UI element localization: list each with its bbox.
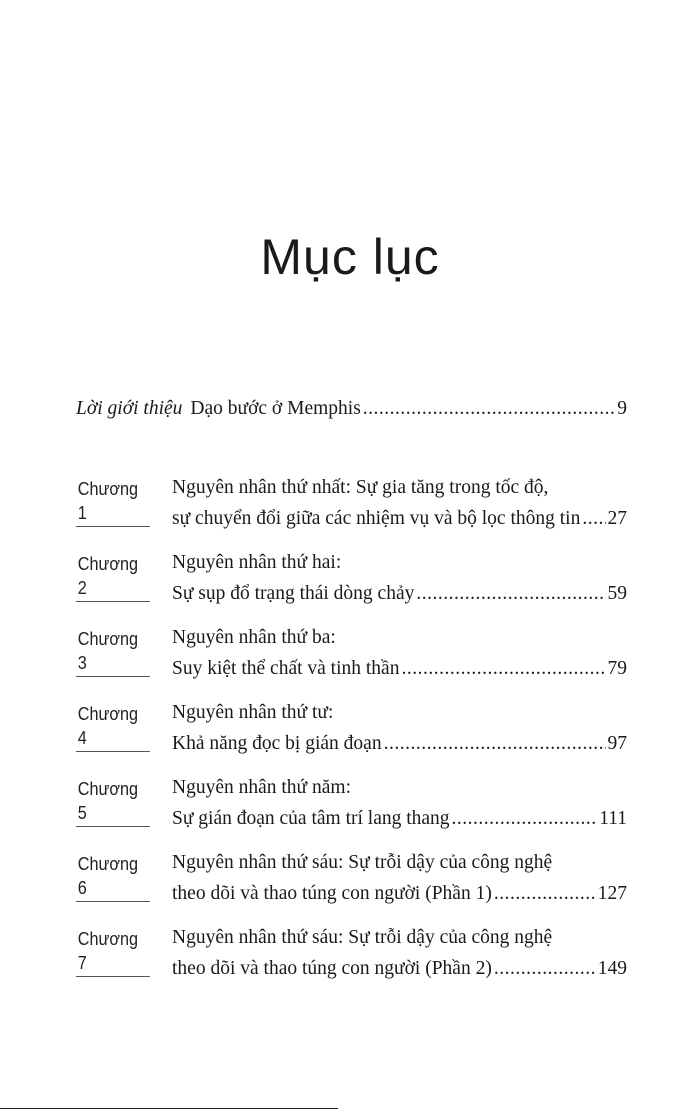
toc-entry-intro[interactable]	[76, 396, 627, 422]
toc-entry-chapter-1[interactable]	[172, 506, 627, 532]
chapter-7-title-line1[interactable]: Nguyên nhân thứ sáu: Sự trỗi dậy của công nghệ	[172, 927, 553, 948]
dot-leader	[494, 956, 596, 982]
page-number: 149	[597, 958, 627, 979]
chapter-label-4: Chương 4	[76, 702, 150, 752]
intro-text-wrap	[76, 396, 361, 422]
page-number: 111	[599, 808, 627, 829]
page-title: Mục lục	[260, 229, 440, 285]
chapter-3-title-line1[interactable]: Nguyên nhân thứ ba:	[172, 627, 336, 648]
dot-leader	[582, 506, 605, 532]
toc-entry-chapter-5[interactable]	[172, 806, 627, 832]
toc-entry-chapter-4[interactable]	[172, 731, 627, 757]
toc-entry-chapter-3[interactable]	[172, 656, 627, 682]
chapter-4-title-line2: Khả năng đọc bị gián đoạn	[172, 733, 382, 754]
chapter-5-title-line2: Sự gián đoạn của tâm trí lang thang	[172, 808, 450, 829]
dot-leader	[384, 731, 606, 757]
footer-rule	[0, 1108, 338, 1109]
page-number: 79	[607, 658, 627, 679]
page-number: 127	[597, 883, 627, 904]
chapter-label-1: Chương 1	[76, 477, 150, 527]
chapter-6-title-line2: theo dõi và thao túng con người (Phần 1)	[172, 883, 492, 904]
dot-leader	[401, 656, 605, 682]
dot-leader	[363, 396, 615, 422]
toc-entry-chapter-7[interactable]	[172, 956, 627, 982]
chapter-label-6: Chương 6	[76, 852, 150, 902]
chapter-1-title-line2: sự chuyển đổi giữa các nhiệm vụ và bộ lọc thông tin	[172, 508, 581, 529]
page-number: 9	[617, 398, 627, 419]
toc-entry-chapter-2[interactable]	[172, 581, 627, 607]
chapter-2-title-line2: Sự sụp đổ trạng thái dòng chảy	[172, 583, 415, 604]
chapter-label-7: Chương 7	[76, 927, 150, 977]
chapter-2-title-line1[interactable]: Nguyên nhân thứ hai:	[172, 552, 342, 573]
chapter-3-title-line2: Suy kiệt thể chất và tinh thần	[172, 658, 400, 679]
chapter-1-title-line1[interactable]: Nguyên nhân thứ nhất: Sự gia tăng trong tốc độ,	[172, 477, 549, 498]
chapter-6-title-line1[interactable]: Nguyên nhân thứ sáu: Sự trỗi dậy của công nghệ	[172, 852, 553, 873]
toc-entry-chapter-6[interactable]	[172, 881, 627, 907]
chapter-5-title-line1[interactable]: Nguyên nhân thứ năm:	[172, 777, 351, 798]
page-number: 27	[607, 508, 627, 529]
intro-label: Lời giới thiệu	[76, 398, 183, 419]
chapter-4-title-line1[interactable]: Nguyên nhân thứ tư:	[172, 702, 334, 723]
dot-leader	[452, 806, 598, 832]
chapter-7-title-line2: theo dõi và thao túng con người (Phần 2)	[172, 958, 492, 979]
intro-title: Dạo bước ở Memphis	[190, 398, 361, 419]
page-number: 59	[607, 583, 627, 604]
page-number: 97	[607, 733, 627, 754]
chapter-label-2: Chương 2	[76, 552, 150, 602]
dot-leader	[416, 581, 605, 607]
chapter-label-3: Chương 3	[76, 627, 150, 677]
dot-leader	[494, 881, 596, 907]
chapter-label-5: Chương 5	[76, 777, 150, 827]
